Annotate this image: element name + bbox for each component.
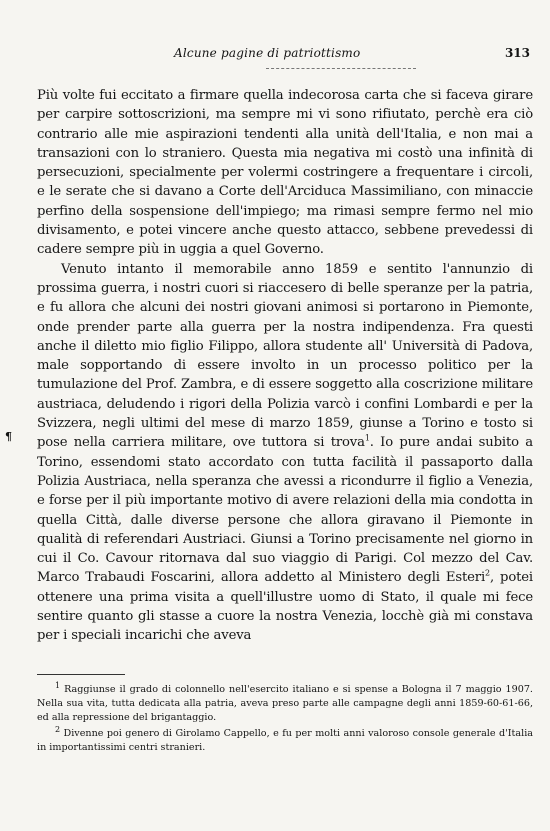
body-text	[37, 86, 533, 646]
page-number: 313	[504, 46, 530, 60]
header-rule	[266, 68, 416, 69]
footnote-2	[37, 724, 533, 755]
footnote-1-mark: 1	[55, 680, 61, 690]
footnote-1-text: Raggiunse il grado di colonnello nell'esercito italiano e si spense a Bologna il 7 maggio 1907. Nella sua vita, tutta dedicata alla patria, aveva preso parte alle campagne degli anni 1859-60-61-66, ed alla repressione del brigantaggio.	[37, 684, 533, 724]
footnote-2-text: Divenne poi genero di Girolamo Cappello, e fu per molti anni valoroso console generale d'Italia in importantissimi centri stranieri.	[37, 727, 533, 753]
footnotes	[37, 680, 533, 756]
paragraph-2	[37, 260, 533, 646]
footnote-rule	[37, 674, 125, 675]
footnote-ref-2: 2	[485, 569, 490, 579]
running-title: Alcune pagine di patriottismo	[174, 46, 361, 60]
footnote-ref-1: 1	[364, 433, 370, 443]
margin-mark: ¶	[5, 430, 12, 443]
paragraph-1: Più volte fui eccitato a firmare quella indecorosa carta che si faceva girare per carpire sottoscrizioni, ma sempre mi vi sono rifiutato, perchè era ciò contrario alle mie aspirazioni tendenti alla unità dell'Italia, e non mai a transazioni con lo straniero. Questa mia negativa mi costò una infinità di persecuzioni, specialmente per volermi costringere a frequentare i circoli, e le serate che si davano a Corte dell'Arciduca Massimiliano, con minaccie perfino della sospensione dell'impiego; ma rimasi sempre fermo nel mio divisamento, e potei vincere anche questo attacco, sebbene prevedessi di cadere sempre più in uggia a quel Governo.	[37, 88, 533, 258]
footnote-1	[37, 680, 533, 726]
page-header	[90, 46, 530, 66]
footnote-2-mark: 2	[55, 724, 61, 734]
paragraph-2-part-2: . Io pure andai subito a Torino, essendomi stato accordato con tutta facilità il passaporto dalla Polizia Austriaca, nella speranza che avessi a ricondurre il figlio a Venezia, e forse per il più importante motivo di avere relazioni della mia condotta in quella Città, dalle diverse persone che allora giravano il Piemonte in qualità di referendari Austriaci. Giunsi a Torino precisamente nel giorno in cui il Co. Cavour ritornava dal suo viaggio di Parigi. Col mezzo del Cav. Marco Trabaudi Foscarini, allora addetto al Ministero degli Esteri	[37, 435, 533, 586]
paragraph-2-part-1: Venuto intanto il memorabile anno 1859 e sentito l'annunzio di prossima guerra, i nostri cuori si riaccesero di belle speranze per la patria, e fu allora che alcuni dei nostri giovani animosi si portarono in Piemonte, onde prender parte alla guerra per la nostra indipendenza. Fra questi anche il diletto mio figlio Filippo, allora studente all' Università di Padova, male sopportando di essere involto in un processo politico per la tumulazione del Prof. Zambra, e di essere soggetto alla coscrizione militare austriaca, deludendo i rigori della Polizia varcò i confini Lombardi e per la Svizzera, negli ultimi del mese di marzo 1859, giunse a Torino e tosto si pose nella carriera militare, ove tuttora si trova	[37, 261, 533, 451]
paragraph-2-part-3: , potei ottenere una prima visita a quell'illustre uomo di Stato, il quale mi fece sentire quanto gli stasse a cuore la nostra Venezia, locchè già mi constava per i speciali incarichi che aveva	[37, 570, 533, 644]
